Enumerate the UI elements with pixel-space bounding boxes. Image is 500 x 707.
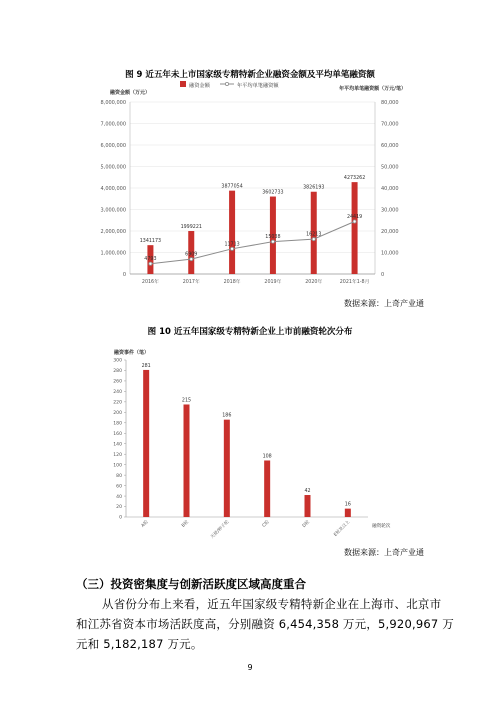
x-tick-label: B轮 [181, 519, 190, 529]
y-tick-label-right: 20,000 [381, 228, 399, 235]
line-point [312, 238, 315, 241]
y-tick-label: 140 [113, 442, 122, 448]
x-tick-label: 天使/种子轮 [210, 519, 231, 540]
bar-value-label: 215 [181, 398, 192, 404]
bar [352, 182, 358, 274]
x-tick-label: 2018年 [223, 280, 241, 285]
y-tick-label: 60 [116, 484, 122, 490]
financing-amount-chart [80, 78, 415, 291]
y-tick-label-left: 5,000,000 [100, 164, 126, 171]
line-value-label: 16213 [306, 232, 322, 238]
legend-label: 融资金额 [189, 83, 210, 89]
line-point [230, 247, 233, 250]
y-tick-label-right: 80,000 [381, 99, 399, 106]
line-value-label: 11713 [224, 242, 240, 248]
bar [264, 460, 270, 517]
x-tick-label: D轮 [301, 519, 311, 529]
x-tick-label: 2020年 [305, 280, 323, 285]
bar-value-label: 16 [344, 502, 351, 508]
x-tick-label: 2021年1-8月 [339, 280, 370, 285]
y-tick-label: 300 [113, 358, 122, 364]
figure10-title: 图 10 近五年国家级专精特新企业上市前融资轮次分布 [147, 327, 353, 337]
body-text-line: 和江苏省资本市场活跃度高，分别融资 6,454,358 万元，5,920,967 万 [76, 617, 454, 631]
y-tick-label: 180 [113, 421, 122, 427]
y-tick-label: 20 [116, 505, 122, 511]
y-tick-label-left: 7,000,000 [100, 121, 126, 128]
bar-value-label: 3877054 [221, 184, 243, 190]
bar-value-label: 42 [304, 489, 311, 495]
y-tick-label: 100 [113, 463, 122, 469]
x-tick-label: C轮 [261, 519, 271, 529]
financing-rounds-chart [80, 340, 420, 540]
y-tick-label-right: 30,000 [381, 207, 399, 214]
y-tick-label-left: 8,000,000 [100, 99, 126, 106]
line-point [190, 258, 193, 261]
y-tick-label-left: 3,000,000 [100, 207, 126, 214]
y-tick-label-right: 40,000 [381, 185, 399, 192]
y-tick-label-right: 50,000 [381, 164, 399, 171]
y-tick-label: 120 [113, 452, 122, 458]
y-tick-label-right: 10,000 [381, 250, 399, 257]
x-tick-label: A轮 [140, 519, 150, 529]
y-tick-label: 0 [119, 515, 122, 521]
bar-value-label: 4273262 [343, 176, 366, 182]
y-axis-title-right: 年平均单笔融资额（万元/笔） [339, 86, 406, 92]
bar [305, 495, 311, 517]
chart-legend [180, 81, 279, 89]
x-axis-title: 融资轮次 [372, 524, 391, 529]
legend-line-marker [225, 82, 228, 85]
y-tick-label: 200 [113, 411, 122, 417]
legend-label: 年平均单笔融资额 [237, 83, 279, 89]
bar [229, 191, 235, 274]
y-tick-label: 160 [113, 431, 122, 437]
line-value-label: 4793 [144, 257, 157, 263]
y-tick-label-left: 4,000,000 [100, 185, 126, 192]
section-heading: （三）投资密集度与创新活跃度区域高度重合 [76, 577, 306, 591]
line-value-label: 6909 [185, 252, 198, 258]
x-tick-label: 2016年 [141, 280, 159, 285]
line-value-label: 15038 [265, 235, 281, 241]
bar-value-label: 281 [141, 363, 151, 369]
page-number: 9 [247, 663, 253, 672]
figure9-source: 数据来源：上奇产业通 [344, 299, 424, 308]
y-tick-label-left: 0 [122, 271, 126, 278]
figure9-title: 图 9 近五年未上市国家级专精特新企业融资金额及平均单笔融资额 [125, 70, 375, 80]
line-point [149, 262, 152, 265]
line-value-label: 24419 [346, 214, 363, 220]
bar-value-label: 1999221 [180, 225, 202, 231]
bar-value-label: 186 [222, 413, 232, 419]
y-tick-label-right: 70,000 [381, 121, 399, 128]
y-tick-label: 240 [113, 390, 122, 396]
y-tick-label: 260 [113, 379, 122, 385]
y-tick-label-right: 0 [381, 271, 385, 278]
bar [184, 404, 190, 517]
y-tick-label-left: 1,000,000 [100, 250, 126, 257]
bar [345, 509, 351, 517]
y-tick-label: 40 [116, 494, 122, 500]
line-point [353, 220, 356, 223]
y-tick-label-left: 6,000,000 [100, 142, 126, 149]
bar [143, 370, 149, 517]
y-tick-label-right: 60,000 [381, 142, 399, 149]
line-point [271, 240, 274, 243]
y-tick-label: 220 [113, 400, 122, 406]
bar-value-label: 3602733 [262, 190, 284, 196]
y-axis-title-left: 融资金额（万元） [110, 90, 151, 96]
x-tick-label: 2017年 [182, 280, 200, 285]
legend-bar-swatch [180, 81, 186, 87]
bar-value-label: 108 [262, 454, 272, 460]
y-tick-label: 80 [116, 473, 122, 479]
body-text-line: 从省份分布上来看，近五年国家级专精特新企业在上海市、北京市 [102, 597, 442, 611]
y-tick-label-left: 2,000,000 [100, 228, 126, 235]
x-tick-label: E轮及以上 [333, 519, 352, 538]
bar-value-label: 1341173 [139, 239, 162, 245]
y-tick-label: 280 [113, 369, 122, 375]
y-axis-title: 融资事件（笔） [114, 350, 150, 356]
body-text-line: 元和 5,182,187 万元。 [76, 637, 203, 651]
bar-value-label: 3826193 [303, 185, 325, 191]
figure10-source: 数据来源：上奇产业通 [344, 548, 424, 557]
x-tick-label: 2019年 [264, 280, 282, 285]
bar [224, 420, 230, 517]
